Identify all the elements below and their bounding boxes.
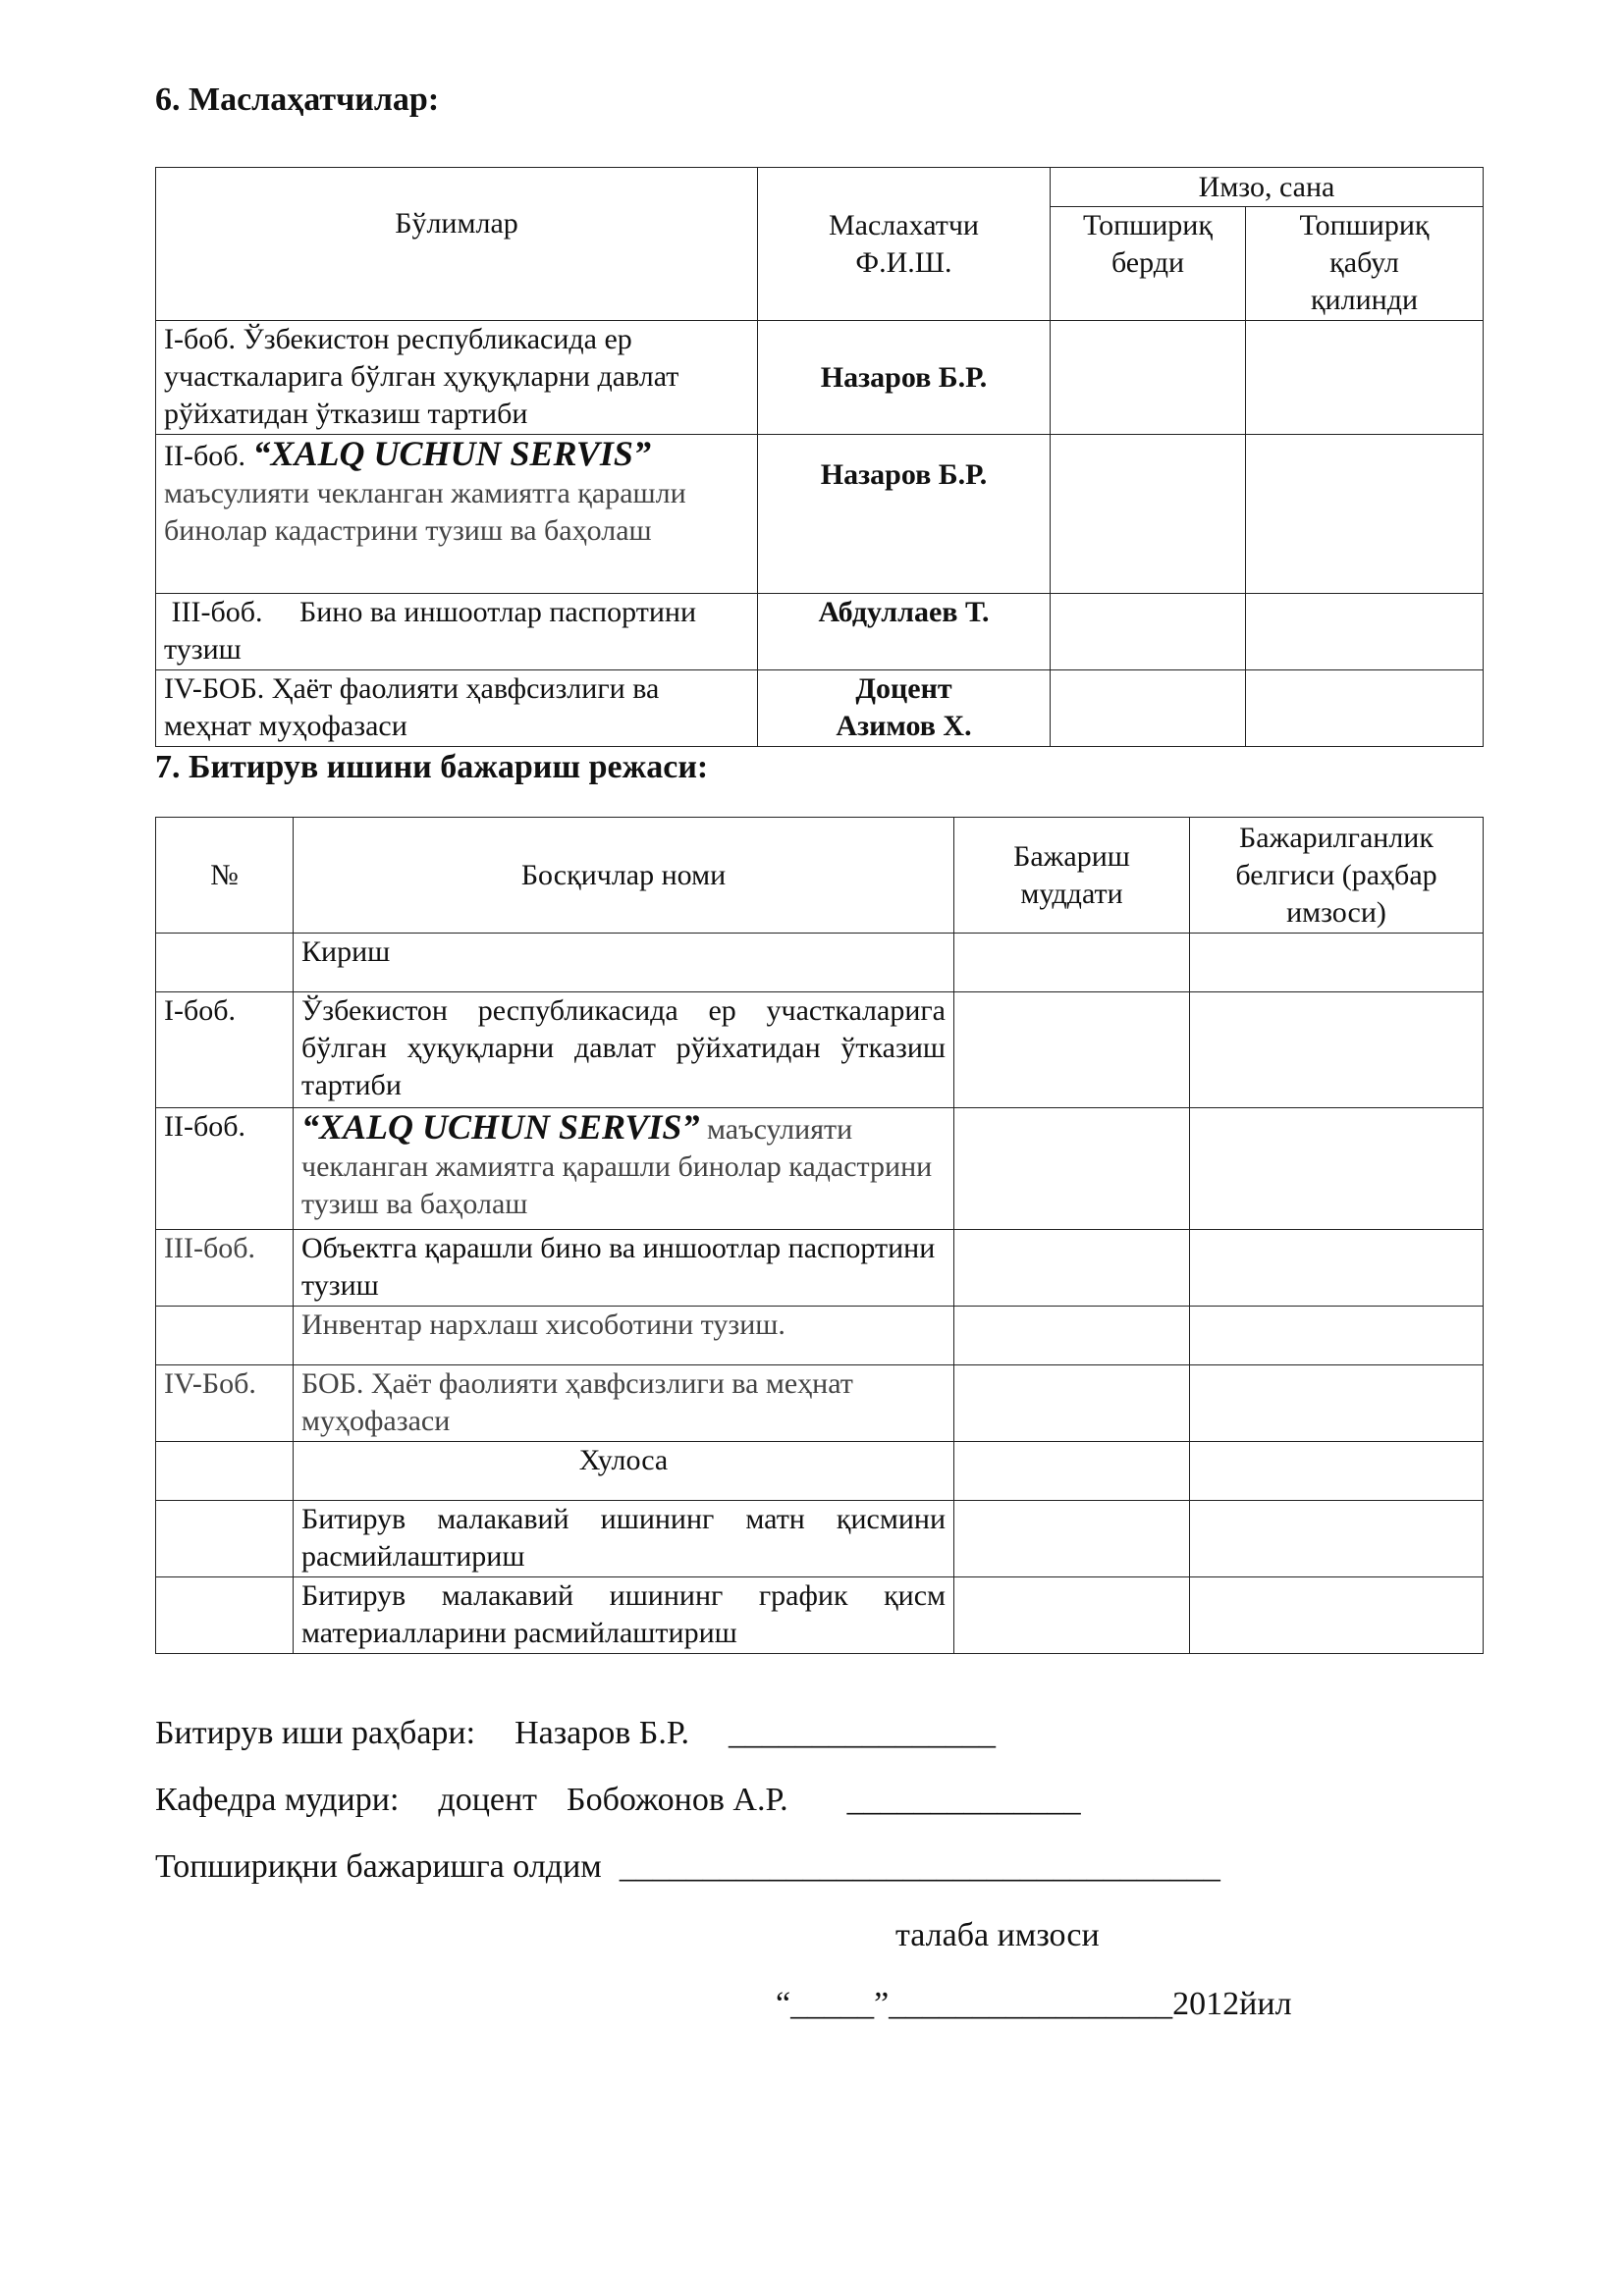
supervisor-line bbox=[155, 1714, 996, 1753]
consultant-name: Назаров Б.Р. bbox=[758, 435, 1051, 594]
signature-cell bbox=[1246, 670, 1484, 747]
plan-number bbox=[156, 1501, 294, 1577]
plan-mark-cell bbox=[1190, 1501, 1484, 1577]
consultants-table bbox=[155, 167, 1484, 747]
consultant-row bbox=[156, 670, 1484, 747]
supervisor-label: Битирув иши раҳбари: bbox=[155, 1715, 476, 1751]
consultant-row bbox=[156, 594, 1484, 670]
section-prefix: II-боб. bbox=[164, 440, 253, 472]
plan-deadline-cell bbox=[954, 1307, 1190, 1365]
plan-header-row bbox=[156, 818, 1484, 934]
plan-row bbox=[156, 1307, 1484, 1365]
plan-row bbox=[156, 1577, 1484, 1654]
plan-row bbox=[156, 1365, 1484, 1442]
department-head-title: доцент bbox=[438, 1782, 538, 1818]
plan-number: I-боб. bbox=[156, 992, 294, 1108]
header-signature-date: Имзо, сана bbox=[1051, 168, 1484, 207]
consultant-name: Назаров Б.Р. bbox=[758, 321, 1051, 435]
plan-row bbox=[156, 992, 1484, 1108]
consultant-section: III-боб. Бино ва иншоотлар паспортини тузиш bbox=[156, 594, 758, 670]
signature-cell bbox=[1246, 321, 1484, 435]
student-signature-caption: талаба имзоси bbox=[895, 1917, 1100, 1953]
plan-mark-cell bbox=[1190, 1108, 1484, 1230]
plan-deadline-cell bbox=[954, 1108, 1190, 1230]
signature-cell bbox=[1051, 435, 1246, 594]
plan-stage: Объектга қарашли бино ва иншоотлар паспортини тузиш bbox=[294, 1230, 954, 1307]
plan-deadline-cell bbox=[954, 1442, 1190, 1501]
plan-mark-cell bbox=[1190, 934, 1484, 992]
plan-stage: Инвентар нархлаш хисоботини тузиш. bbox=[294, 1307, 954, 1365]
supervisor-signature-line: ________________ bbox=[728, 1715, 996, 1751]
section7-title: 7. Битирув ишини бажариш режаси: bbox=[155, 749, 709, 785]
plan-stage: Битирув малакавий ишининг матн қисмини расмийлаштириш bbox=[294, 1501, 954, 1577]
header-consultant: Маслахатчи Ф.И.Ш. bbox=[758, 168, 1051, 321]
consultants-header-row bbox=[156, 168, 1484, 207]
consultant-row bbox=[156, 435, 1484, 594]
header-mark: Бажарилганлик белгиси (раҳбар имзоси) bbox=[1190, 818, 1484, 934]
signature-cell bbox=[1051, 321, 1246, 435]
consultant-row bbox=[156, 321, 1484, 435]
plan-number bbox=[156, 1307, 294, 1365]
work-plan-table bbox=[155, 817, 1484, 1654]
task-accepted-label: Топшириқни бажаришга олдим bbox=[155, 1848, 602, 1885]
company-name: “XALQ UCHUN SERVIS” bbox=[301, 1107, 700, 1147]
plan-number: IV-Боб. bbox=[156, 1365, 294, 1442]
plan-stage: Хулоса bbox=[294, 1442, 954, 1501]
department-head-signature-line: ______________ bbox=[846, 1782, 1081, 1818]
consultant-section bbox=[156, 435, 758, 594]
header-number: № bbox=[156, 818, 294, 934]
department-head-name: Бобожонов А.Р. bbox=[567, 1782, 788, 1818]
plan-mark-cell bbox=[1190, 1577, 1484, 1654]
consultant-fullname: Азимов Х. bbox=[836, 710, 972, 742]
plan-deadline-cell bbox=[954, 992, 1190, 1108]
signature-cell bbox=[1051, 594, 1246, 670]
plan-number bbox=[156, 934, 294, 992]
task-accepted-signature-line: ____________________________________ bbox=[619, 1848, 1220, 1885]
plan-stage: Ўзбекистон республикасида ер участкаларига бўлган ҳуқуқларни давлат рўйхатидан ўтказиш тартиби bbox=[294, 992, 954, 1108]
consultant-section: I-боб. Ўзбекистон республикасида ер участкаларига бўлган ҳуқуқларни давлат рўйхатидан ўтказиш тартиби bbox=[156, 321, 758, 435]
plan-mark-cell bbox=[1190, 1442, 1484, 1501]
signature-cell bbox=[1246, 594, 1484, 670]
plan-stage: БОБ. Ҳаёт фаолияти ҳавфсизлиги ва меҳнат муҳофазаси bbox=[294, 1365, 954, 1442]
header-sections: Бўлимлар bbox=[156, 168, 758, 321]
plan-row bbox=[156, 1108, 1484, 1230]
plan-deadline-cell bbox=[954, 1577, 1190, 1654]
date-line: “_____”_________________2012йил bbox=[776, 1986, 1292, 2022]
header-stage: Босқичлар номи bbox=[294, 818, 954, 934]
plan-deadline-cell bbox=[954, 1230, 1190, 1307]
department-head-line bbox=[155, 1781, 1081, 1820]
consultant-name bbox=[758, 670, 1051, 747]
plan-number bbox=[156, 1577, 294, 1654]
stage-suffix: маъсулияти чекланган жамиятга қарашли бинолар кадастрини тузиш ва баҳолаш bbox=[301, 1113, 933, 1220]
plan-number: II-боб. bbox=[156, 1108, 294, 1230]
section-suffix: маъсулияти чекланган жамиятга қарашли бинолар кадастрини тузиш ва баҳолаш bbox=[164, 477, 686, 547]
plan-row bbox=[156, 1230, 1484, 1307]
header-task-given: Топшириқ берди bbox=[1051, 207, 1246, 321]
section6-title: 6. Маслаҳатчилар: bbox=[155, 81, 440, 118]
plan-row bbox=[156, 1501, 1484, 1577]
department-head-label: Кафедра мудири: bbox=[155, 1782, 400, 1818]
plan-row bbox=[156, 1442, 1484, 1501]
signature-cell bbox=[1051, 670, 1246, 747]
plan-mark-cell bbox=[1190, 992, 1484, 1108]
header-task-accepted: Топшириқ қабул қилинди bbox=[1246, 207, 1484, 321]
supervisor-name: Назаров Б.Р. bbox=[514, 1715, 689, 1751]
plan-stage: Кириш bbox=[294, 934, 954, 992]
consultant-title: Доцент bbox=[855, 672, 952, 705]
task-accepted-line bbox=[155, 1847, 1220, 1887]
plan-mark-cell bbox=[1190, 1307, 1484, 1365]
consultant-section: IV-БОБ. Ҳаёт фаолияти ҳавфсизлиги ва меҳнат муҳофазаси bbox=[156, 670, 758, 747]
signature-cell bbox=[1246, 435, 1484, 594]
plan-deadline-cell bbox=[954, 934, 1190, 992]
plan-deadline-cell bbox=[954, 1365, 1190, 1442]
plan-number: III-боб. bbox=[156, 1230, 294, 1307]
header-deadline: Бажариш муддати bbox=[954, 818, 1190, 934]
plan-mark-cell bbox=[1190, 1365, 1484, 1442]
consultant-name: Абдуллаев Т. bbox=[758, 594, 1051, 670]
plan-stage bbox=[294, 1108, 954, 1230]
company-name: “XALQ UCHUN SERVIS” bbox=[252, 434, 651, 473]
plan-mark-cell bbox=[1190, 1230, 1484, 1307]
plan-row bbox=[156, 934, 1484, 992]
plan-stage: Битирув малакавий ишининг график қисм материалларини расмийлаштириш bbox=[294, 1577, 954, 1654]
plan-number bbox=[156, 1442, 294, 1501]
plan-deadline-cell bbox=[954, 1501, 1190, 1577]
